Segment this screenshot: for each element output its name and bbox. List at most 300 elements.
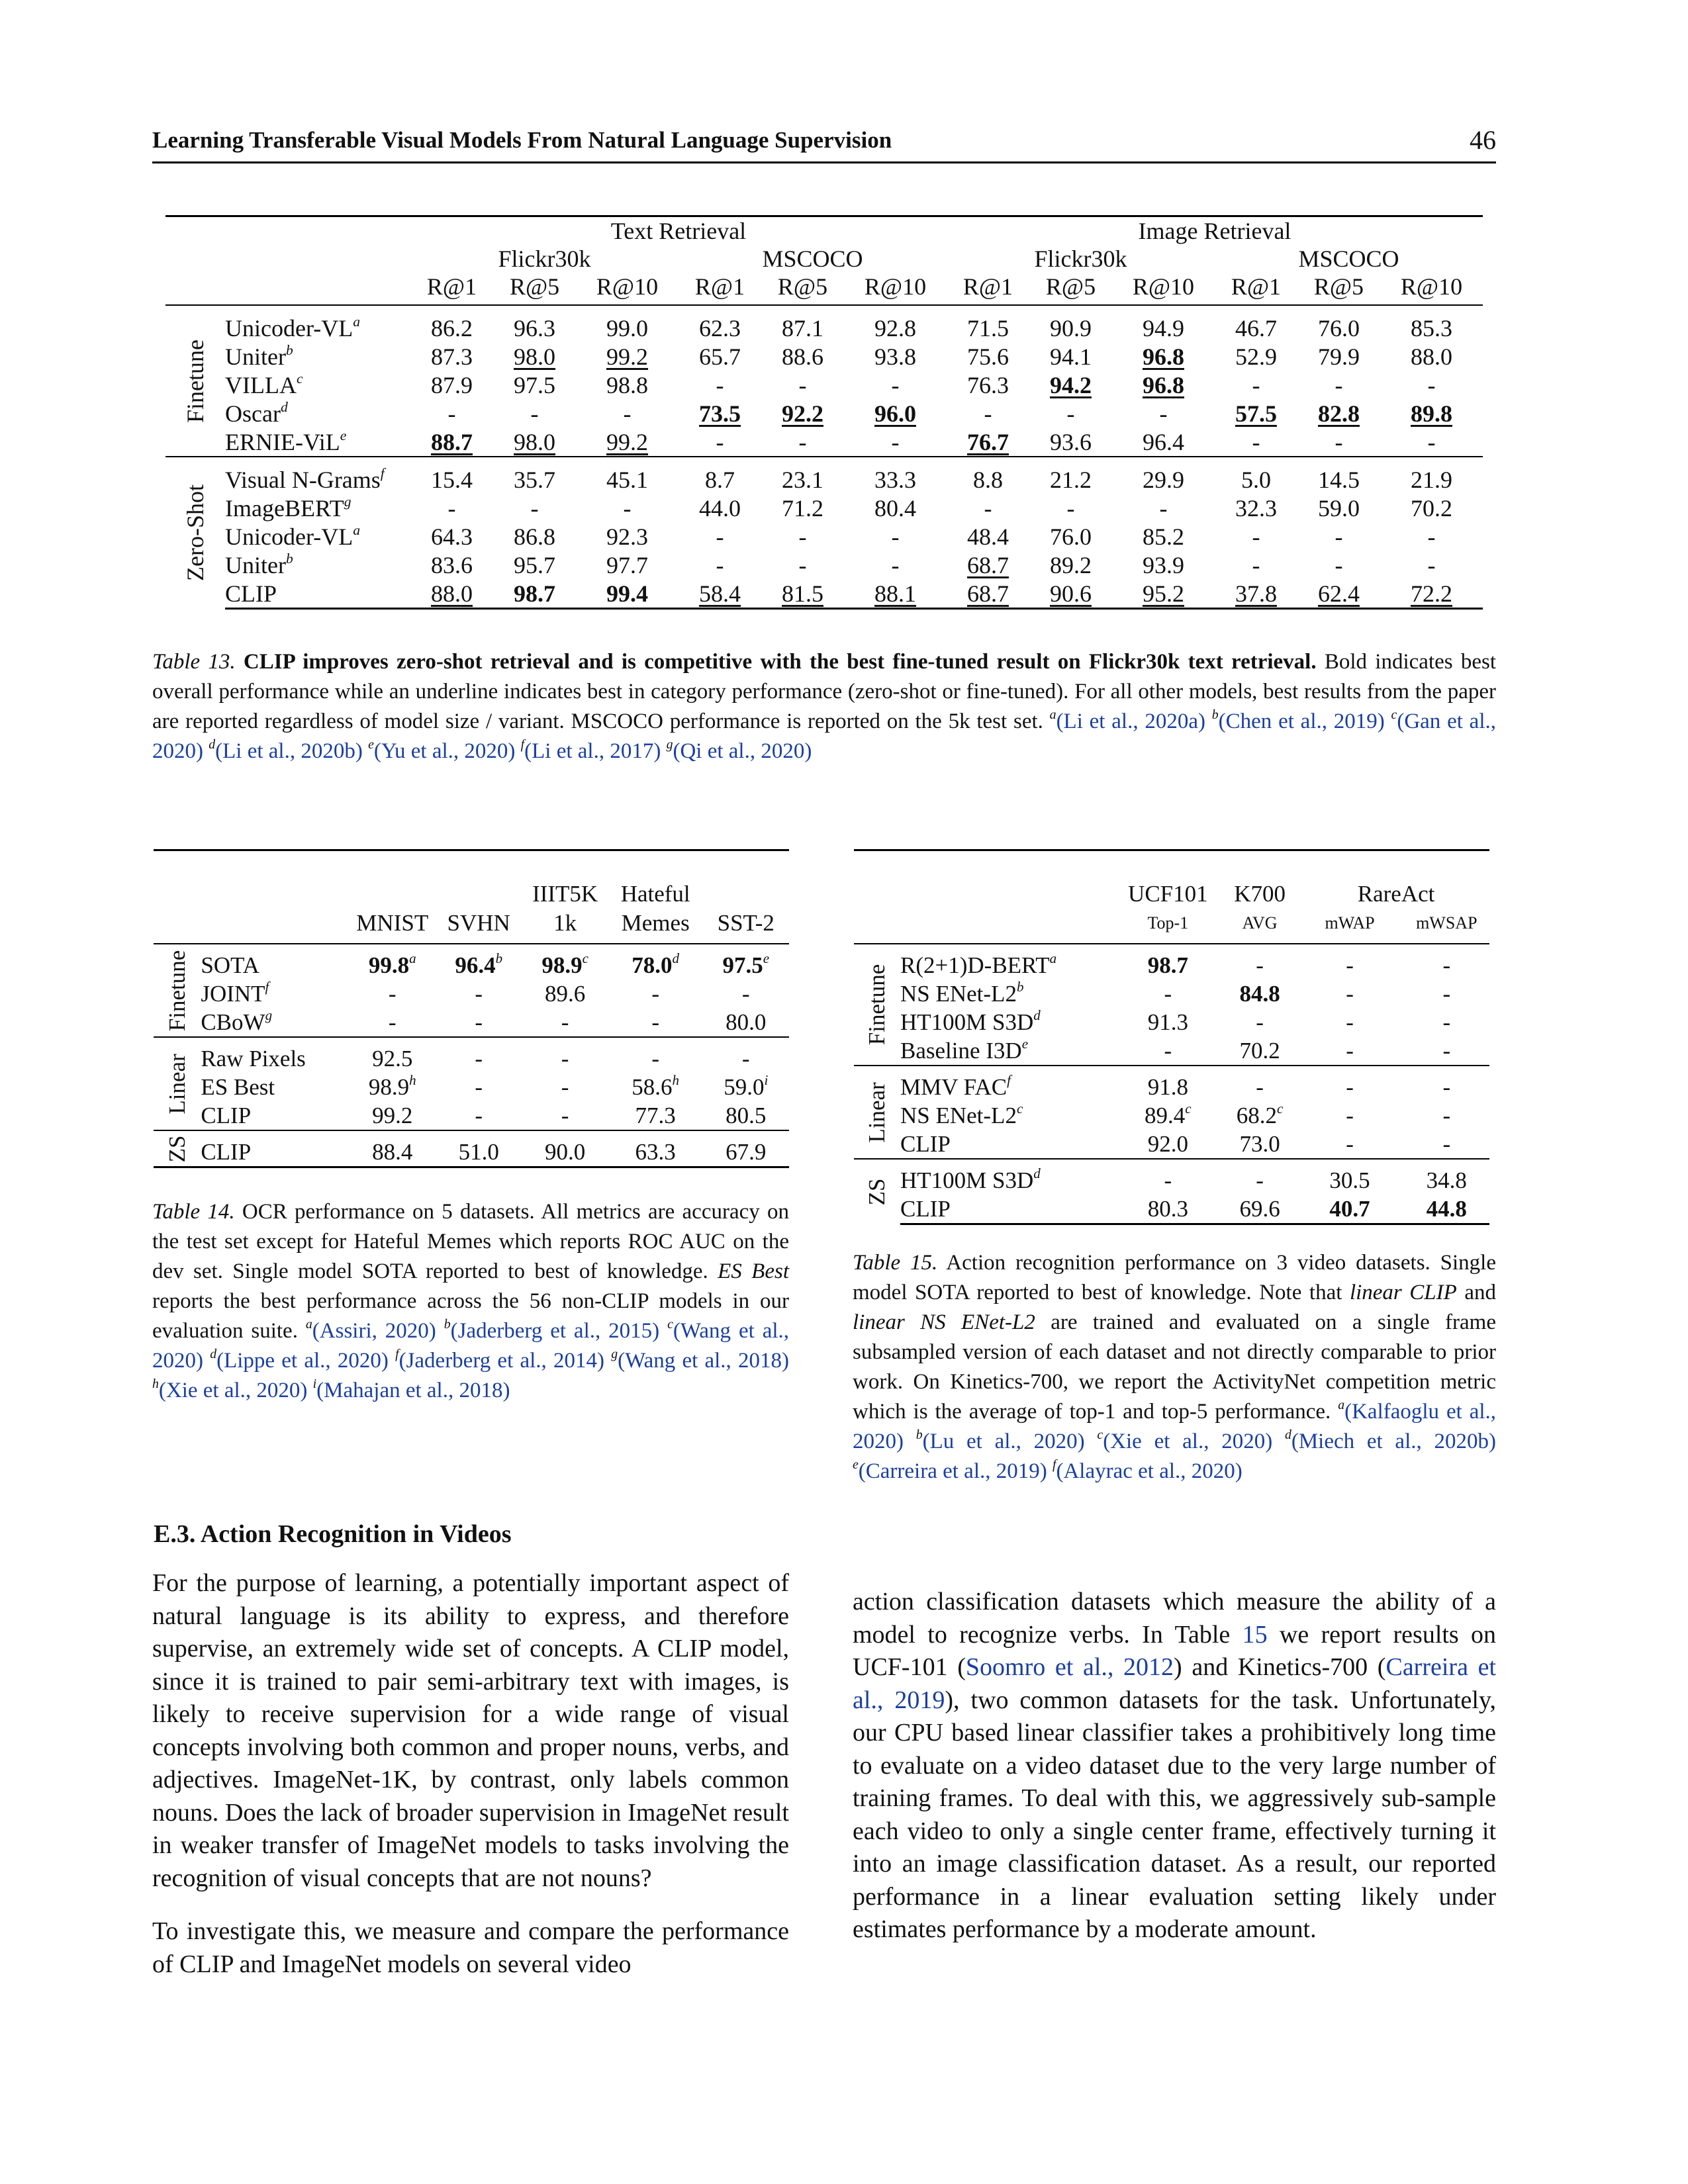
table-cell: 95.7: [514, 551, 556, 578]
metric-header: R@5: [761, 273, 844, 305]
model-name-text: ES Best: [201, 1073, 275, 1100]
table-cell: [703, 1073, 789, 1101]
superscript: e: [853, 1457, 859, 1472]
cell-value: 40.7: [1329, 1195, 1370, 1222]
table-cell: -: [1335, 523, 1343, 550]
table-cell: [1404, 1159, 1489, 1195]
table-row: [854, 1130, 1489, 1159]
cell-value: -: [561, 1009, 569, 1035]
superscript: g: [666, 737, 673, 752]
group-label: Finetune: [182, 339, 209, 423]
table-row: [165, 579, 1483, 609]
table-cell: 35.7: [493, 457, 576, 494]
table-row: [854, 1008, 1489, 1036]
table-cell: [703, 944, 789, 979]
model-name-text: NS ENet-L2: [900, 1102, 1017, 1128]
group-label-cell: [165, 457, 225, 609]
cell-value: -: [1164, 980, 1172, 1007]
model-name: [225, 371, 410, 399]
model-name: [201, 1130, 349, 1167]
table-cell: 52.9: [1235, 343, 1277, 370]
group-label: Linear: [864, 1081, 890, 1143]
table-row: [154, 1130, 789, 1167]
table-cell: [1295, 1130, 1403, 1159]
page-number: 46: [1470, 125, 1496, 155]
citation-link[interactable]: (Chen et al., 2019): [1218, 709, 1385, 733]
cell-value: -: [1442, 1130, 1451, 1157]
running-header: [152, 124, 1496, 163]
table-row: [165, 457, 1483, 494]
table-cell: 83.6: [431, 551, 473, 578]
table-cell: 21.9: [1380, 457, 1483, 494]
table-cell: 45.1: [576, 457, 679, 494]
table-cell: 98.0: [514, 428, 556, 455]
text: ), two common datasets for the task. Unfortunately, our CPU based linear classifier takes a prohibitively long time to evaluate on a video dataset due to the very large number of training frames. To deal with this, we aggressively sub-sample each video to only a single center frame, effectively turning it into an image classification dataset. As a result, our reported performance in a linear evaluation setting likely under estimates performance by a moderate amount.: [853, 1686, 1496, 1943]
column-header-top: RareAct: [1357, 881, 1435, 907]
table-cell: -: [1252, 523, 1260, 550]
table-cell: [1404, 979, 1489, 1008]
cell-value: 68.2: [1236, 1102, 1278, 1128]
table-cell: 64.3: [431, 523, 473, 550]
table-cell: [436, 979, 522, 1008]
citation-link[interactable]: (Mahajan et al., 2018): [316, 1379, 510, 1402]
cell-value: -: [1442, 1037, 1451, 1064]
model-name: [900, 1130, 1112, 1159]
cell-value: -: [1346, 1073, 1354, 1100]
superscript: c: [582, 950, 588, 966]
superscript: c: [1016, 1100, 1023, 1116]
table-cell: [1295, 979, 1403, 1008]
cell-value: 34.8: [1426, 1167, 1467, 1193]
model-name: [900, 1008, 1112, 1036]
superscript: b: [444, 1317, 451, 1332]
column-header: [1295, 880, 1435, 944]
citation-link[interactable]: (Yu et al., 2020): [373, 739, 516, 763]
table-cell: -: [716, 428, 724, 455]
group-label-cell: [854, 944, 900, 1066]
cell-value: -: [1346, 1009, 1354, 1035]
table-cell: [522, 1008, 608, 1037]
superscript: b: [915, 1428, 923, 1442]
table-cell: [350, 944, 436, 979]
table-cell: 93.6: [1049, 428, 1092, 455]
table-cell: [436, 1037, 522, 1073]
model-name-text: CLIP: [201, 1138, 252, 1165]
table-cell: -: [1335, 371, 1343, 398]
table-cell: [522, 1101, 608, 1130]
citation-link[interactable]: Carreira et al., 2019: [853, 1653, 1497, 1714]
table-cell: 5.0: [1215, 457, 1297, 494]
table-cell: 98.7: [493, 579, 576, 609]
table-row: [165, 494, 1483, 522]
table-cell: [703, 1037, 789, 1073]
table-cell: 29.9: [1112, 457, 1215, 494]
model-name-text: CLIP: [225, 580, 277, 607]
model-name-text: CLIP: [900, 1130, 951, 1157]
table-cell: 99.2: [606, 428, 648, 455]
table-cell: 88.0: [1410, 343, 1452, 370]
cell-value: 90.0: [545, 1138, 586, 1165]
table-cell: [436, 1073, 522, 1101]
table-cell: [1112, 1130, 1224, 1159]
table-cell: [1295, 1101, 1403, 1130]
table-row: [165, 305, 1483, 342]
superscript: f: [520, 737, 525, 752]
superscript: a: [409, 950, 416, 966]
cell-value: 98.7: [1147, 952, 1188, 978]
group-label-cell: [154, 944, 201, 1037]
table-cell: [608, 944, 703, 979]
table-15: [854, 849, 1489, 1225]
table-cell: [1295, 944, 1403, 979]
model-name-text: Unicoder-VL: [225, 314, 353, 341]
caption-label: Table 13.: [152, 650, 236, 674]
table-cell: 93.9: [1142, 551, 1184, 578]
table-cell: -: [1427, 523, 1436, 550]
metric-header: R@10: [576, 273, 679, 305]
superscript: c: [1391, 707, 1397, 722]
table-cell: -: [447, 400, 456, 427]
model-name-text: HT100M S3D: [900, 1167, 1034, 1193]
table-13: [165, 215, 1483, 610]
model-name-text: SOTA: [201, 952, 259, 978]
model-name: [225, 457, 410, 494]
column-header-sub: mWSAP: [1416, 913, 1477, 933]
table-cell: 8.8: [947, 457, 1029, 494]
table-cell: [1224, 1066, 1296, 1101]
model-name-text: Baseline I3D: [900, 1037, 1022, 1064]
model-name-text: Uniter: [225, 343, 286, 370]
superscript: c: [1277, 1100, 1284, 1116]
table-cell: [1112, 1066, 1224, 1101]
citation-link[interactable]: Soomro et al., 2012: [965, 1653, 1174, 1681]
cell-value: -: [475, 980, 483, 1007]
citation-link[interactable]: (Assiri, 2020): [312, 1319, 436, 1343]
table-cell: 87.1: [782, 314, 823, 341]
cell-value: 97.5: [722, 952, 763, 978]
table-cell: -: [1335, 551, 1343, 578]
citation-link[interactable]: (Wang et al., 2018): [618, 1349, 789, 1373]
cell-value: 92.0: [1147, 1130, 1188, 1157]
table-cell: 72.2: [1380, 579, 1483, 609]
cell-value: -: [1256, 1073, 1264, 1100]
citation-link[interactable]: (Carreira et al., 2019): [858, 1459, 1047, 1483]
table-cell: [1112, 1195, 1224, 1224]
table-cell: [1224, 1130, 1296, 1159]
model-name: [225, 579, 410, 609]
table-cell: -: [1252, 371, 1260, 398]
table-cell: 96.8: [1142, 343, 1184, 370]
table-13-caption: [152, 647, 1496, 766]
cell-value: 59.0: [724, 1073, 765, 1100]
column-header-top: K700: [1234, 881, 1286, 907]
table-cell: -: [984, 494, 992, 522]
citation-link[interactable]: (Kalfaoglu et al., 2020): [853, 1400, 1497, 1453]
model-name: [201, 1008, 349, 1037]
superscript: f: [395, 1347, 399, 1361]
caption-text: Action recognition performance on 3 video datasets. Single model SOTA reported to best of knowledge. Note that: [853, 1251, 1496, 1304]
cell-value: -: [388, 980, 397, 1007]
superscript: d: [209, 737, 216, 752]
table-cell: 59.0: [1317, 494, 1360, 522]
table-cell: -: [716, 523, 724, 550]
table-14-caption: [152, 1197, 789, 1406]
table-cell: -: [798, 551, 807, 578]
table-cell: [436, 944, 522, 979]
table-row: [854, 1066, 1489, 1101]
superscript: h: [152, 1377, 159, 1391]
superscript: c: [667, 1317, 673, 1332]
cell-value: 88.4: [372, 1138, 413, 1165]
citation-link[interactable]: (Lippe et al., 2020): [216, 1349, 389, 1373]
table-cell: 37.8: [1215, 579, 1297, 609]
table-cell: [1112, 1101, 1224, 1130]
superscript: b: [285, 550, 293, 567]
table-cell: -: [1427, 551, 1436, 578]
cell-value: -: [1346, 1130, 1354, 1157]
mscoco-header: MSCOCO: [1298, 246, 1399, 272]
table-row: [165, 522, 1483, 551]
superscript: f: [1007, 1071, 1011, 1088]
model-name: [201, 1101, 349, 1130]
superscript: c: [1185, 1100, 1192, 1116]
superscript: a: [1338, 1398, 1345, 1412]
caption-italic: linear NS ENet-L2: [853, 1310, 1035, 1334]
table-cell: [1112, 944, 1224, 979]
column-header: SVHN: [436, 880, 522, 944]
table-cell: [1295, 1008, 1403, 1036]
cell-value: 77.3: [635, 1102, 676, 1128]
table-cell: 15.4: [410, 457, 493, 494]
table-cell: 68.7: [947, 579, 1029, 609]
metric-header: R@5: [493, 273, 576, 305]
table-cell: -: [1335, 428, 1343, 455]
model-name-text: HT100M S3D: [900, 1009, 1034, 1035]
metric-header: R@1: [410, 273, 493, 305]
table-cell: [350, 1073, 436, 1101]
table-cell: 98.0: [514, 343, 556, 370]
citation-link[interactable]: (Alayrac et al., 2020): [1056, 1459, 1243, 1483]
table-cell: -: [623, 494, 632, 522]
group-label: ZS: [164, 1135, 190, 1162]
table-row: [154, 944, 789, 979]
caption-label: Table 14.: [152, 1200, 235, 1224]
table-cell: 65.7: [698, 343, 741, 370]
group-label: Finetune: [164, 950, 190, 1031]
superscript: g: [611, 1347, 618, 1361]
model-name: [201, 1073, 349, 1101]
table-row: [154, 1073, 789, 1101]
table-cell: 92.3: [606, 523, 648, 550]
table-cell: -: [1066, 400, 1075, 427]
citation-link[interactable]: (Li et al., 2017): [524, 739, 661, 763]
table-cell: 88.6: [782, 343, 823, 370]
cell-value: -: [1256, 952, 1264, 978]
citation-link[interactable]: (Xie et al., 2020): [1103, 1430, 1273, 1453]
caption-label: Table 15.: [853, 1251, 938, 1275]
cell-value: -: [1164, 1037, 1172, 1064]
cell-value: -: [1442, 1102, 1451, 1128]
citation-link[interactable]: (Lu et al., 2020): [922, 1430, 1085, 1453]
table-cell: 97.7: [606, 551, 648, 578]
table-cell: 8.7: [679, 457, 761, 494]
table-cell: 79.9: [1317, 343, 1360, 370]
cell-value: -: [1442, 980, 1451, 1007]
table-cell: [1404, 1101, 1489, 1130]
cell-value: -: [388, 1009, 397, 1035]
table-cell: [1224, 979, 1296, 1008]
table-cell: 80.4: [874, 494, 916, 522]
citation-link[interactable]: (Qi et al., 2020): [673, 739, 812, 763]
cell-value: -: [475, 1009, 483, 1035]
metric-header: R@1: [679, 273, 761, 305]
table-cell: [1295, 1195, 1403, 1224]
table-cell: 32.3: [1235, 494, 1277, 522]
cell-value: 69.6: [1239, 1195, 1280, 1222]
cell-value: -: [1256, 1009, 1264, 1035]
mscoco-header: MSCOCO: [762, 246, 863, 272]
superscript: a: [353, 522, 360, 538]
model-name: [900, 1066, 1112, 1101]
group-label-cell: [154, 1130, 201, 1167]
flickr-header: Flickr30k: [1034, 246, 1127, 272]
table-cell: [1224, 944, 1296, 979]
superscript: b: [1016, 978, 1024, 995]
table-cell: -: [798, 428, 807, 455]
table-row: [154, 979, 789, 1008]
cell-value: 30.5: [1329, 1167, 1370, 1193]
table-cell: 73.5: [698, 400, 741, 427]
cell-value: 98.9: [368, 1073, 410, 1100]
metric-header: R@10: [1380, 273, 1483, 305]
superscript: d: [672, 950, 680, 966]
citation-link[interactable]: (Jaderberg et al., 2014): [399, 1349, 604, 1373]
table-cell: 92.2: [782, 400, 823, 427]
superscript: f: [265, 978, 269, 995]
model-name-text: JOINT: [201, 980, 265, 1007]
table-row: [154, 1008, 789, 1037]
table-cell: [703, 1130, 789, 1167]
table-cell: [703, 1101, 789, 1130]
column-header: [1224, 880, 1296, 944]
superscript: b: [285, 341, 293, 358]
table-cell: [608, 1008, 703, 1037]
table-cell: [1224, 1101, 1296, 1130]
model-name-text: Oscar: [225, 400, 281, 427]
table-cell: [350, 1008, 436, 1037]
table-cell: 58.4: [679, 579, 761, 609]
column-header: [1112, 880, 1224, 944]
table-cell: 48.4: [966, 523, 1009, 550]
table-cell: 21.2: [1029, 457, 1112, 494]
model-name: [225, 305, 410, 342]
table-cell: 33.3: [844, 457, 947, 494]
table-cell: -: [891, 371, 900, 398]
table-cell: 14.5: [1297, 457, 1380, 494]
superscript: g: [344, 493, 352, 510]
table-cell: [350, 979, 436, 1008]
table-cell: 76.0: [1317, 314, 1360, 341]
group-label-cell: [854, 1066, 900, 1159]
model-name: [225, 551, 410, 579]
table-cell: -: [798, 371, 807, 398]
table-cell: -: [891, 523, 900, 550]
flickr-header: Flickr30k: [498, 246, 591, 272]
table-cell: [350, 1101, 436, 1130]
caption-text: are trained and evaluated on a single frame subsampled version of each dataset and not directly comparable to prior work. On Kinetics-700, we report the ActivityNet competition metric which is the average of top-1 and top-5 performance.: [853, 1310, 1496, 1424]
model-name: [225, 494, 410, 522]
paragraph: For the purpose of learning, a potentially important aspect of natural language is its ability to express, and therefore supervise, an extremely wide set of concepts. A CLIP model, since it is trained to pair semi-arbitrary text with images, is likely to receive supervision for a wide range of visual concepts involving both common and proper nouns, verbs, and adjectives. ImageNet-1K, by contrast, only labels common nouns. Does the lack of broader supervision in ImageNet result in weaker transfer of ImageNet models to tasks involving the recognition of visual concepts that are not nouns?: [152, 1569, 789, 1892]
section-heading: E.3. Action Recognition in Videos: [154, 1520, 512, 1548]
superscript: c: [1097, 1428, 1103, 1442]
superscript: e: [763, 950, 770, 966]
superscript: a: [1049, 707, 1056, 722]
table-row: [154, 1037, 789, 1073]
column-header: IIIT5K 1k: [522, 880, 608, 944]
cell-value: 96.4: [455, 952, 496, 978]
table-cell: 96.4: [1142, 428, 1184, 455]
superscript: d: [280, 398, 288, 415]
paragraph: [853, 1586, 1496, 1946]
table-cell: 93.8: [874, 343, 916, 370]
table-cell: [608, 1037, 703, 1073]
caption-text: reports the best performance across the 56 non-CLIP models in our evaluation suite.: [152, 1289, 789, 1343]
cell-value: -: [1256, 1167, 1264, 1193]
table-row: [854, 979, 1489, 1008]
table-cell: 62.3: [698, 314, 741, 341]
citation-link[interactable]: (Xie et al., 2020): [158, 1379, 308, 1402]
cell-value: -: [1346, 1102, 1354, 1128]
table-cell: 98.8: [606, 371, 648, 398]
model-name-text: CLIP: [201, 1102, 252, 1128]
table-cell: [1404, 1066, 1489, 1101]
citation-link[interactable]: (Li et al., 2020a): [1056, 709, 1205, 733]
citation-link[interactable]: (Li et al., 2020b): [215, 739, 363, 763]
superscript: a: [305, 1317, 312, 1332]
superscript: e: [340, 427, 347, 443]
table-row: [854, 944, 1489, 979]
table-cell: -: [530, 400, 539, 427]
model-name: [900, 944, 1112, 979]
superscript: c: [296, 370, 303, 387]
table-cell: [1404, 1036, 1489, 1066]
superscript: g: [265, 1007, 273, 1023]
table-cell: [522, 1073, 608, 1101]
cell-value: -: [561, 1045, 569, 1071]
citation-link[interactable]: (Wang et al., 2020): [152, 1319, 790, 1373]
table-cell: 99.2: [606, 343, 648, 370]
table-cell: -: [1252, 428, 1260, 455]
model-name-text: VILLA: [225, 371, 297, 398]
table-cell: 86.8: [514, 523, 556, 550]
cell-value: 51.0: [458, 1138, 499, 1165]
citation-link[interactable]: (Jaderberg et al., 2015): [450, 1319, 660, 1343]
image-retrieval-header: Image Retrieval: [1138, 218, 1291, 244]
cell-value: -: [1442, 952, 1451, 978]
table-cell: [522, 1130, 608, 1167]
table-ref-link[interactable]: 15: [1242, 1620, 1268, 1649]
text: we report results on UCF-101 (: [853, 1620, 1497, 1681]
table-cell: [1224, 1036, 1296, 1066]
table-cell: -: [1159, 400, 1168, 427]
citation-link[interactable]: (Gan et al., 2020): [152, 709, 1496, 763]
citation-link[interactable]: (Miech et al., 2020b): [1291, 1430, 1496, 1453]
model-name-text: MMV FAC: [900, 1073, 1008, 1100]
table-cell: -: [984, 400, 992, 427]
table-row: [854, 1036, 1489, 1066]
table-cell: 94.9: [1142, 314, 1184, 341]
column-header-sub: Top-1: [1147, 913, 1189, 933]
